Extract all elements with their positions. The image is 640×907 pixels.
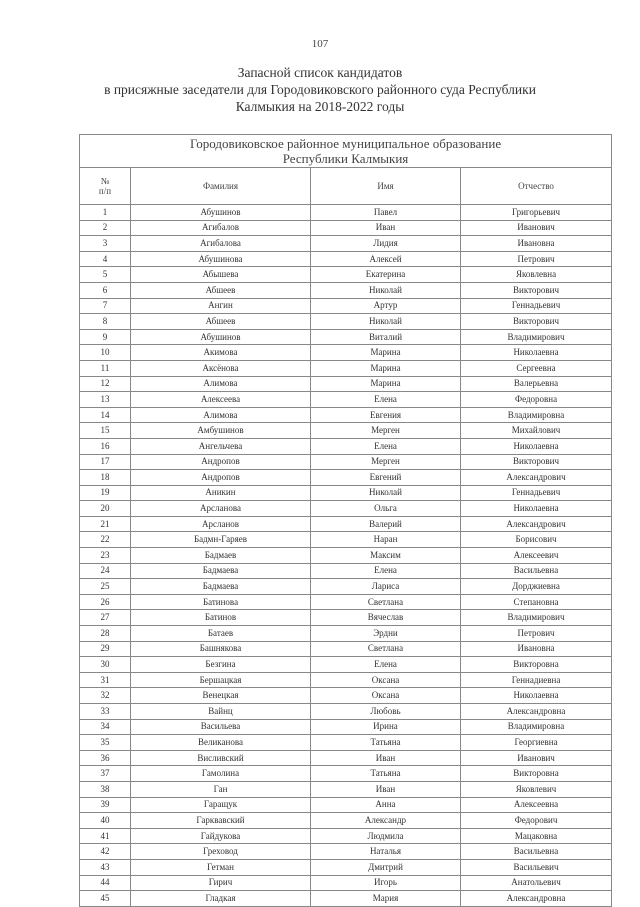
row-number: 15 bbox=[80, 423, 131, 439]
row-number: 44 bbox=[80, 875, 131, 891]
patronymic-cell: Николаевна bbox=[461, 688, 612, 704]
row-number: 28 bbox=[80, 626, 131, 642]
last-name-cell: Ангин bbox=[131, 298, 311, 314]
table-row bbox=[80, 329, 612, 345]
last-name-cell: Бадмаев bbox=[131, 548, 311, 564]
first-name-cell: Вячеслав bbox=[311, 610, 461, 626]
first-name-cell: Николай bbox=[311, 282, 461, 298]
last-name-cell: Алимова bbox=[131, 407, 311, 423]
patronymic-cell: Сергеевна bbox=[461, 360, 612, 376]
first-name-cell: Евгения bbox=[311, 407, 461, 423]
row-number: 29 bbox=[80, 641, 131, 657]
patronymic-cell: Владимирович bbox=[461, 329, 612, 345]
row-number: 20 bbox=[80, 501, 131, 517]
candidates-table bbox=[79, 134, 612, 907]
first-name-cell: Мерген bbox=[311, 423, 461, 439]
row-number: 21 bbox=[80, 516, 131, 532]
table-row bbox=[80, 875, 612, 891]
table-row bbox=[80, 205, 612, 221]
first-name-cell: Мерген bbox=[311, 454, 461, 470]
patronymic-cell: Алексеевна bbox=[461, 797, 612, 813]
first-name-cell: Наталья bbox=[311, 844, 461, 860]
first-name-cell: Николай bbox=[311, 314, 461, 330]
patronymic-cell: Викторович bbox=[461, 454, 612, 470]
table-row bbox=[80, 267, 612, 283]
first-name-cell: Татьяна bbox=[311, 735, 461, 751]
row-number: 19 bbox=[80, 485, 131, 501]
title-line-3: Калмыкия на 2018-2022 годы bbox=[235, 99, 405, 114]
row-number: 45 bbox=[80, 891, 131, 907]
patronymic-cell: Петрович bbox=[461, 251, 612, 267]
last-name-cell: Андропов bbox=[131, 454, 311, 470]
row-number: 40 bbox=[80, 813, 131, 829]
table-row bbox=[80, 688, 612, 704]
row-number: 42 bbox=[80, 844, 131, 860]
patronymic-cell: Анатольевич bbox=[461, 875, 612, 891]
last-name-cell: Великанова bbox=[131, 735, 311, 751]
last-name-cell: Бадмаева bbox=[131, 563, 311, 579]
patronymic-cell: Иванович bbox=[461, 220, 612, 236]
table-row bbox=[80, 454, 612, 470]
first-name-cell: Светлана bbox=[311, 594, 461, 610]
table-row bbox=[80, 220, 612, 236]
row-number: 22 bbox=[80, 532, 131, 548]
patronymic-cell: Ивановна bbox=[461, 641, 612, 657]
patronymic-cell: Александрович bbox=[461, 516, 612, 532]
last-name-cell: Ангельчева bbox=[131, 438, 311, 454]
row-number: 23 bbox=[80, 548, 131, 564]
patronymic-cell: Николаевна bbox=[461, 438, 612, 454]
patronymic-cell: Владимировна bbox=[461, 719, 612, 735]
patronymic-cell: Александрович bbox=[461, 470, 612, 486]
row-number: 17 bbox=[80, 454, 131, 470]
title-line-2: в присяжные заседатели для Городовиковского районного суда Республики bbox=[104, 82, 536, 97]
patronymic-cell: Мацаковна bbox=[461, 828, 612, 844]
table-row bbox=[80, 891, 612, 907]
patronymic-cell: Геннадиевна bbox=[461, 672, 612, 688]
row-number: 34 bbox=[80, 719, 131, 735]
last-name-cell: Висливский bbox=[131, 750, 311, 766]
row-number: 16 bbox=[80, 438, 131, 454]
patronymic-cell: Иванович bbox=[461, 750, 612, 766]
municipality-header bbox=[80, 135, 612, 168]
patronymic-cell: Дорджиевна bbox=[461, 579, 612, 595]
table-row bbox=[80, 610, 612, 626]
first-name-cell: Наран bbox=[311, 532, 461, 548]
first-name-cell: Виталий bbox=[311, 329, 461, 345]
last-name-cell: Бершацкая bbox=[131, 672, 311, 688]
table-row bbox=[80, 392, 612, 408]
last-name-cell: Башнякова bbox=[131, 641, 311, 657]
row-number: 37 bbox=[80, 766, 131, 782]
first-name-cell: Оксана bbox=[311, 672, 461, 688]
last-name-cell: Аникин bbox=[131, 485, 311, 501]
table-row bbox=[80, 844, 612, 860]
table-row bbox=[80, 360, 612, 376]
title-line-1: Запасной список кандидатов bbox=[237, 65, 403, 80]
first-name-cell: Мария bbox=[311, 891, 461, 907]
row-number: 8 bbox=[80, 314, 131, 330]
municipality-line-2: Республики Калмыкия bbox=[282, 151, 409, 166]
last-name-cell: Батаев bbox=[131, 626, 311, 642]
first-name-cell: Ирина bbox=[311, 719, 461, 735]
patronymic-cell: Александровна bbox=[461, 891, 612, 907]
patronymic-cell: Степановна bbox=[461, 594, 612, 610]
last-name-cell: Васильева bbox=[131, 719, 311, 735]
last-name-cell: Арсланов bbox=[131, 516, 311, 532]
patronymic-cell: Яковлевна bbox=[461, 267, 612, 283]
row-number: 41 bbox=[80, 828, 131, 844]
column-header-number bbox=[80, 168, 131, 205]
table-row bbox=[80, 797, 612, 813]
row-number: 3 bbox=[80, 236, 131, 252]
patronymic-cell: Николаевна bbox=[461, 501, 612, 517]
page-number: 107 bbox=[311, 38, 329, 50]
table-row bbox=[80, 501, 612, 517]
patronymic-cell: Ивановна bbox=[461, 236, 612, 252]
last-name-cell: Батинова bbox=[131, 594, 311, 610]
row-number: 43 bbox=[80, 859, 131, 875]
last-name-cell: Абшеев bbox=[131, 314, 311, 330]
last-name-cell: Агибалова bbox=[131, 236, 311, 252]
last-name-cell: Батинов bbox=[131, 610, 311, 626]
table-row bbox=[80, 423, 612, 439]
column-header-row bbox=[80, 168, 612, 205]
row-number: 32 bbox=[80, 688, 131, 704]
column-header-patronymic: Отчество bbox=[461, 168, 612, 205]
last-name-cell: Гайдукова bbox=[131, 828, 311, 844]
table-body bbox=[80, 205, 612, 907]
table-row bbox=[80, 766, 612, 782]
last-name-cell: Гарквавский bbox=[131, 813, 311, 829]
last-name-cell: Гамолина bbox=[131, 766, 311, 782]
table-row bbox=[80, 236, 612, 252]
patronymic-cell: Владимировна bbox=[461, 407, 612, 423]
table-row bbox=[80, 750, 612, 766]
first-name-cell: Елена bbox=[311, 563, 461, 579]
first-name-cell: Светлана bbox=[311, 641, 461, 657]
first-name-cell: Алексей bbox=[311, 251, 461, 267]
patronymic-cell: Алексеевич bbox=[461, 548, 612, 564]
row-number: 10 bbox=[80, 345, 131, 361]
row-number: 24 bbox=[80, 563, 131, 579]
table-row bbox=[80, 657, 612, 673]
row-number: 4 bbox=[80, 251, 131, 267]
last-name-cell: Абушинов bbox=[131, 329, 311, 345]
table-row bbox=[80, 532, 612, 548]
last-name-cell: Ган bbox=[131, 781, 311, 797]
column-header-last-name: Фамилия bbox=[131, 168, 311, 205]
patronymic-cell: Николаевна bbox=[461, 345, 612, 361]
row-number: 13 bbox=[80, 392, 131, 408]
patronymic-cell: Геннадьевич bbox=[461, 298, 612, 314]
table-row bbox=[80, 298, 612, 314]
table-row bbox=[80, 314, 612, 330]
first-name-cell: Марина bbox=[311, 345, 461, 361]
row-number: 35 bbox=[80, 735, 131, 751]
column-header-number-line-2: п/п bbox=[98, 186, 112, 196]
table-row bbox=[80, 376, 612, 392]
table-row bbox=[80, 813, 612, 829]
last-name-cell: Арсланова bbox=[131, 501, 311, 517]
table-row bbox=[80, 735, 612, 751]
patronymic-cell: Валерьевна bbox=[461, 376, 612, 392]
table-row bbox=[80, 719, 612, 735]
table-row bbox=[80, 470, 612, 486]
first-name-cell: Эрдни bbox=[311, 626, 461, 642]
patronymic-cell: Михайлович bbox=[461, 423, 612, 439]
row-number: 30 bbox=[80, 657, 131, 673]
patronymic-cell: Григорьевич bbox=[461, 205, 612, 221]
table-row bbox=[80, 516, 612, 532]
table-row bbox=[80, 563, 612, 579]
row-number: 5 bbox=[80, 267, 131, 283]
row-number: 33 bbox=[80, 704, 131, 720]
last-name-cell: Гладкая bbox=[131, 891, 311, 907]
first-name-cell: Марина bbox=[311, 376, 461, 392]
first-name-cell: Марина bbox=[311, 360, 461, 376]
patronymic-cell: Федорович bbox=[461, 813, 612, 829]
last-name-cell: Андропов bbox=[131, 470, 311, 486]
table-row bbox=[80, 594, 612, 610]
patronymic-cell: Васильевна bbox=[461, 844, 612, 860]
table-row bbox=[80, 548, 612, 564]
last-name-cell: Безгина bbox=[131, 657, 311, 673]
row-number: 7 bbox=[80, 298, 131, 314]
row-number: 38 bbox=[80, 781, 131, 797]
row-number: 11 bbox=[80, 360, 131, 376]
row-number: 18 bbox=[80, 470, 131, 486]
patronymic-cell: Викторович bbox=[461, 314, 612, 330]
first-name-cell: Николай bbox=[311, 485, 461, 501]
row-number: 6 bbox=[80, 282, 131, 298]
first-name-cell: Евгений bbox=[311, 470, 461, 486]
table-row bbox=[80, 438, 612, 454]
patronymic-cell: Петрович bbox=[461, 626, 612, 642]
first-name-cell: Артур bbox=[311, 298, 461, 314]
patronymic-cell: Викторович bbox=[461, 282, 612, 298]
table-row bbox=[80, 485, 612, 501]
first-name-cell: Ольга bbox=[311, 501, 461, 517]
table-row bbox=[80, 407, 612, 423]
table-row bbox=[80, 282, 612, 298]
row-number: 12 bbox=[80, 376, 131, 392]
first-name-cell: Людмила bbox=[311, 828, 461, 844]
last-name-cell: Абшеев bbox=[131, 282, 311, 298]
document-title bbox=[0, 64, 640, 115]
patronymic-cell: Яковлевич bbox=[461, 781, 612, 797]
last-name-cell: Абышева bbox=[131, 267, 311, 283]
column-header-number-line-1: № bbox=[100, 176, 110, 186]
first-name-cell: Валерий bbox=[311, 516, 461, 532]
table-row bbox=[80, 828, 612, 844]
row-number: 1 bbox=[80, 205, 131, 221]
municipality-line-1: Городовиковское районное муниципальное образование bbox=[189, 136, 502, 151]
first-name-cell: Павел bbox=[311, 205, 461, 221]
row-number: 26 bbox=[80, 594, 131, 610]
table-row bbox=[80, 626, 612, 642]
patronymic-cell: Борисович bbox=[461, 532, 612, 548]
first-name-cell: Лариса bbox=[311, 579, 461, 595]
table-row bbox=[80, 859, 612, 875]
last-name-cell: Абушинов bbox=[131, 205, 311, 221]
patronymic-cell: Геннадьевич bbox=[461, 485, 612, 501]
first-name-cell: Анна bbox=[311, 797, 461, 813]
row-number: 36 bbox=[80, 750, 131, 766]
row-number: 31 bbox=[80, 672, 131, 688]
last-name-cell: Гетман bbox=[131, 859, 311, 875]
last-name-cell: Греховод bbox=[131, 844, 311, 860]
first-name-cell: Иван bbox=[311, 750, 461, 766]
first-name-cell: Татьяна bbox=[311, 766, 461, 782]
first-name-cell: Александр bbox=[311, 813, 461, 829]
last-name-cell: Венецкая bbox=[131, 688, 311, 704]
last-name-cell: Гаращук bbox=[131, 797, 311, 813]
first-name-cell: Елена bbox=[311, 657, 461, 673]
first-name-cell: Елена bbox=[311, 392, 461, 408]
last-name-cell: Бадмаева bbox=[131, 579, 311, 595]
first-name-cell: Любовь bbox=[311, 704, 461, 720]
last-name-cell: Алексеева bbox=[131, 392, 311, 408]
first-name-cell: Елена bbox=[311, 438, 461, 454]
patronymic-cell: Викторовна bbox=[461, 766, 612, 782]
patronymic-cell: Васильевна bbox=[461, 563, 612, 579]
first-name-cell: Игорь bbox=[311, 875, 461, 891]
first-name-cell: Екатерина bbox=[311, 267, 461, 283]
patronymic-cell: Федоровна bbox=[461, 392, 612, 408]
row-number: 9 bbox=[80, 329, 131, 345]
patronymic-cell: Александровна bbox=[461, 704, 612, 720]
row-number: 25 bbox=[80, 579, 131, 595]
table-row bbox=[80, 781, 612, 797]
table-row bbox=[80, 251, 612, 267]
first-name-cell: Дмитрий bbox=[311, 859, 461, 875]
last-name-cell: Агибалов bbox=[131, 220, 311, 236]
first-name-cell: Иван bbox=[311, 220, 461, 236]
row-number: 2 bbox=[80, 220, 131, 236]
patronymic-cell: Георгиевна bbox=[461, 735, 612, 751]
row-number: 39 bbox=[80, 797, 131, 813]
patronymic-cell: Васильевич bbox=[461, 859, 612, 875]
last-name-cell: Вайнц bbox=[131, 704, 311, 720]
last-name-cell: Абушинова bbox=[131, 251, 311, 267]
last-name-cell: Акимова bbox=[131, 345, 311, 361]
last-name-cell: Бадмн-Гаряев bbox=[131, 532, 311, 548]
table-row bbox=[80, 641, 612, 657]
row-number: 27 bbox=[80, 610, 131, 626]
column-header-first-name: Имя bbox=[311, 168, 461, 205]
first-name-cell: Оксана bbox=[311, 688, 461, 704]
last-name-cell: Амбушинов bbox=[131, 423, 311, 439]
row-number: 14 bbox=[80, 407, 131, 423]
patronymic-cell: Викторовна bbox=[461, 657, 612, 673]
patronymic-cell: Владимирович bbox=[461, 610, 612, 626]
table-row bbox=[80, 672, 612, 688]
table-row bbox=[80, 704, 612, 720]
municipality-header-row bbox=[80, 135, 612, 168]
last-name-cell: Алимова bbox=[131, 376, 311, 392]
first-name-cell: Максим bbox=[311, 548, 461, 564]
table-row bbox=[80, 579, 612, 595]
last-name-cell: Аксёнова bbox=[131, 360, 311, 376]
first-name-cell: Лидия bbox=[311, 236, 461, 252]
table-row bbox=[80, 345, 612, 361]
last-name-cell: Гирич bbox=[131, 875, 311, 891]
first-name-cell: Иван bbox=[311, 781, 461, 797]
